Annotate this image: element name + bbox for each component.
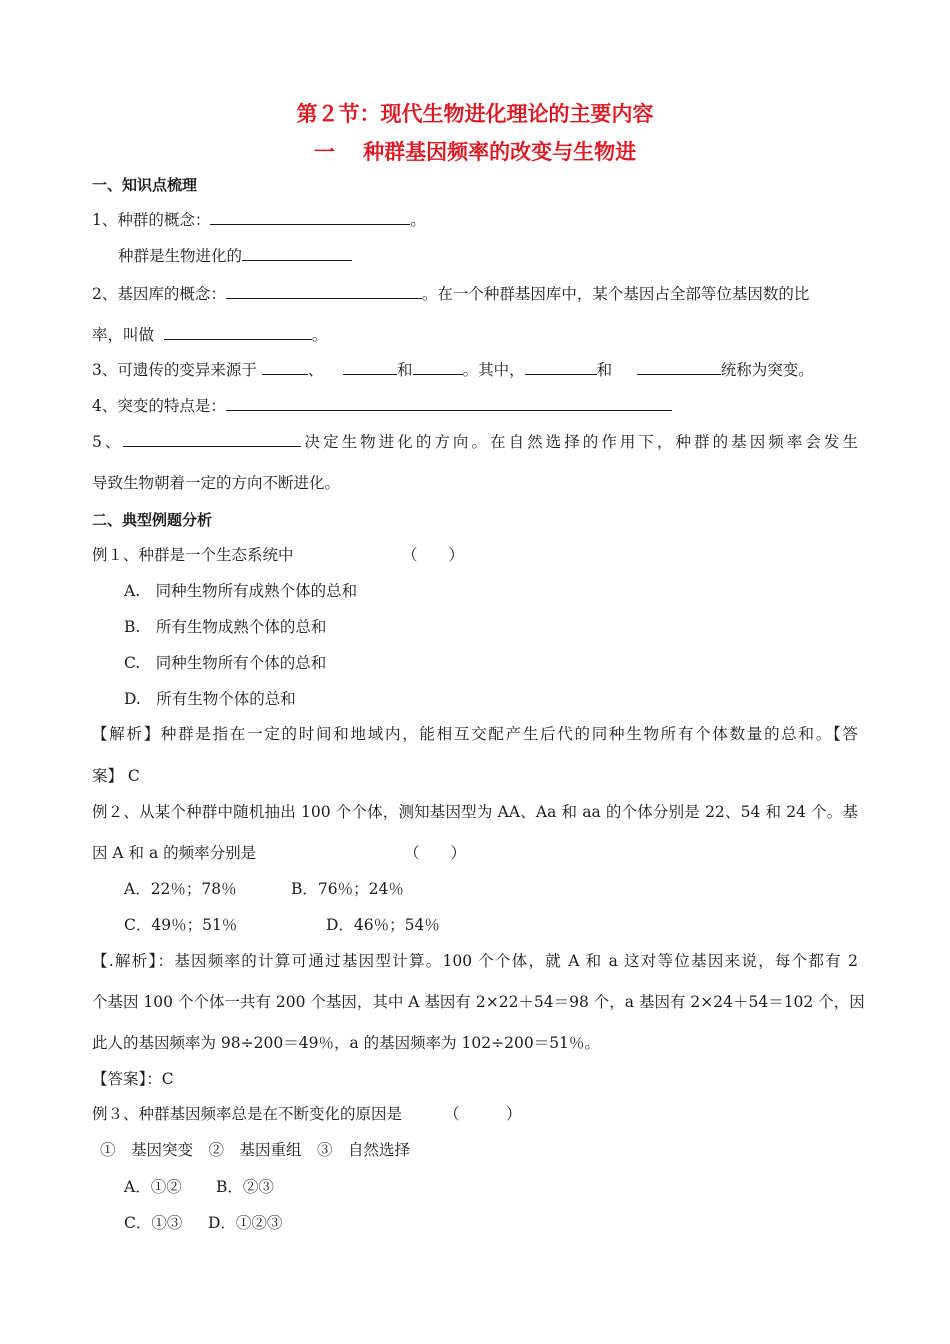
q3-blank-5[interactable] [637, 360, 721, 375]
q2b-blank[interactable] [164, 325, 312, 340]
title-line-2: 一 种群基因频率的改变与生物进 [313, 140, 637, 164]
question-3 [92, 360, 814, 380]
q2-label: 2、基因库的概念： [92, 285, 226, 303]
ex3-option-a: A．①② [124, 1178, 182, 1196]
q2b-label: 率，叫做 [92, 326, 155, 344]
q1-label: 1、种群的概念： [92, 211, 211, 229]
ex1-answer-paren[interactable]: （ ） [402, 546, 465, 564]
ex2-option-a: A．22％；78％ [124, 880, 237, 898]
q1b-blank[interactable] [242, 246, 352, 261]
q5-blank[interactable] [123, 432, 301, 447]
ex1-option-a: A. 同种生物所有成熟个体的总和 [124, 582, 358, 600]
ex2-analysis-3: 此人的基因频率为 98÷200＝49％，a 的基因频率为 102÷200＝51％。 [92, 1034, 600, 1052]
q3-label: 3、可遗传的变异来源于 [92, 361, 257, 379]
example-3-stem [92, 1104, 522, 1124]
ex2-options-cd [124, 915, 440, 935]
ex2-stem-1: 例２、从某个种群中随机抽出 100 个个体，测知基因型为 AA、Aa 和 aa 的个体分别是 22、54 和 24 个。基 [92, 803, 858, 821]
q3-sep-2: 和 [397, 361, 413, 379]
title-line-1: 第２节：现代生物进化理论的主要内容 [296, 102, 654, 126]
ex2-answer-paren[interactable]: （ ） [404, 844, 467, 862]
section-heading-examples: 二、典型例题分析 [92, 511, 213, 529]
question-4 [92, 396, 672, 416]
ex2-stem-2 [92, 843, 467, 863]
ex3-options-ab [124, 1177, 274, 1197]
ex2-stem-2-text: 因 A 和 a 的频率分别是 [92, 844, 257, 862]
question-1b [118, 246, 352, 266]
ex2-options-ab [124, 879, 404, 899]
q3-blank-1[interactable] [262, 360, 308, 375]
q5-rest: 决定生物进化的方向。在自然选择的作用下，种群的基因频率会发生 [301, 433, 858, 451]
q3-blank-2[interactable] [343, 360, 397, 375]
q3-sep-4: 和 [596, 361, 613, 379]
ex3-answer-paren[interactable]: （ ） [444, 1105, 522, 1123]
ex1-option-c: C. 同种生物所有个体的总和 [124, 654, 327, 672]
q3-blank-3[interactable] [413, 360, 463, 375]
q4-label: 4、突变的特点是： [92, 397, 226, 415]
ex3-option-d: D．①②③ [208, 1214, 283, 1232]
ex1-analysis-1: 【解析】种群是指在一定的时间和地域内，能相互交配产生后代的同种生物所有个体数量的总和。【答 [92, 725, 858, 743]
question-5b: 导致生物朝着一定的方向不断进化。 [92, 474, 341, 492]
q4-blank[interactable] [226, 396, 672, 411]
question-1 [92, 210, 426, 230]
question-2b [92, 325, 327, 345]
ex1-analysis-2: 案】 C [92, 767, 140, 785]
ex2-answer: 【答案】：C [92, 1070, 174, 1088]
ex2-option-d: D．46％；54％ [326, 916, 440, 934]
ex1-option-d: D. 所有生物个体的总和 [124, 690, 296, 708]
example-1-stem [92, 545, 465, 565]
ex3-options-cd [124, 1213, 283, 1233]
q3-end: 统称为突变。 [720, 361, 814, 379]
ex3-option-b: B．②③ [216, 1178, 274, 1196]
ex2-option-b: B．76％；24％ [291, 880, 404, 898]
section-heading-knowledge: 一、知识点梳理 [92, 176, 198, 194]
q1-end: 。 [410, 211, 426, 229]
ex1-option-b: B. 所有生物成熟个体的总和 [124, 618, 327, 636]
ex2-analysis-2: 个基因 100 个个体一共有 200 个基因，其中 A 基因有 2×22＋54＝98 个，a 基因有 2×24＋54＝102 个，因 [92, 993, 865, 1011]
q2-rest: 。在一个种群基因库中，某个基因占全部等位基因数的比 [421, 285, 810, 303]
ex2-analysis-1: 【.解析】：基因频率的计算可通过基因型计算。100 个个体，就 A 和 a 这对等位基因来说，每个都有 2 [92, 952, 858, 970]
ex1-stem-text: 例１、种群是一个生态系统中 [92, 546, 294, 564]
q1b-label: 种群是生物进化的 [118, 247, 243, 265]
ex2-option-c: C．49％；51％ [124, 916, 238, 934]
ex3-stem-text: 例３、种群基因频率总是在不断变化的原因是 [92, 1105, 403, 1123]
question-5 [92, 432, 858, 452]
q2b-end: 。 [311, 326, 328, 344]
q5-label: 5、 [92, 433, 124, 451]
question-2 [92, 284, 809, 304]
q2-blank[interactable] [226, 284, 422, 299]
ex3-items: ① 基因突变 ② 基因重组 ③ 自然选择 [100, 1141, 411, 1159]
q1-blank[interactable] [210, 210, 410, 225]
q3-sep-1: 、 [307, 361, 324, 379]
q3-blank-4[interactable] [525, 360, 597, 375]
q3-sep-3: 。其中， [462, 361, 525, 379]
ex3-option-c: C．①③ [124, 1214, 183, 1232]
